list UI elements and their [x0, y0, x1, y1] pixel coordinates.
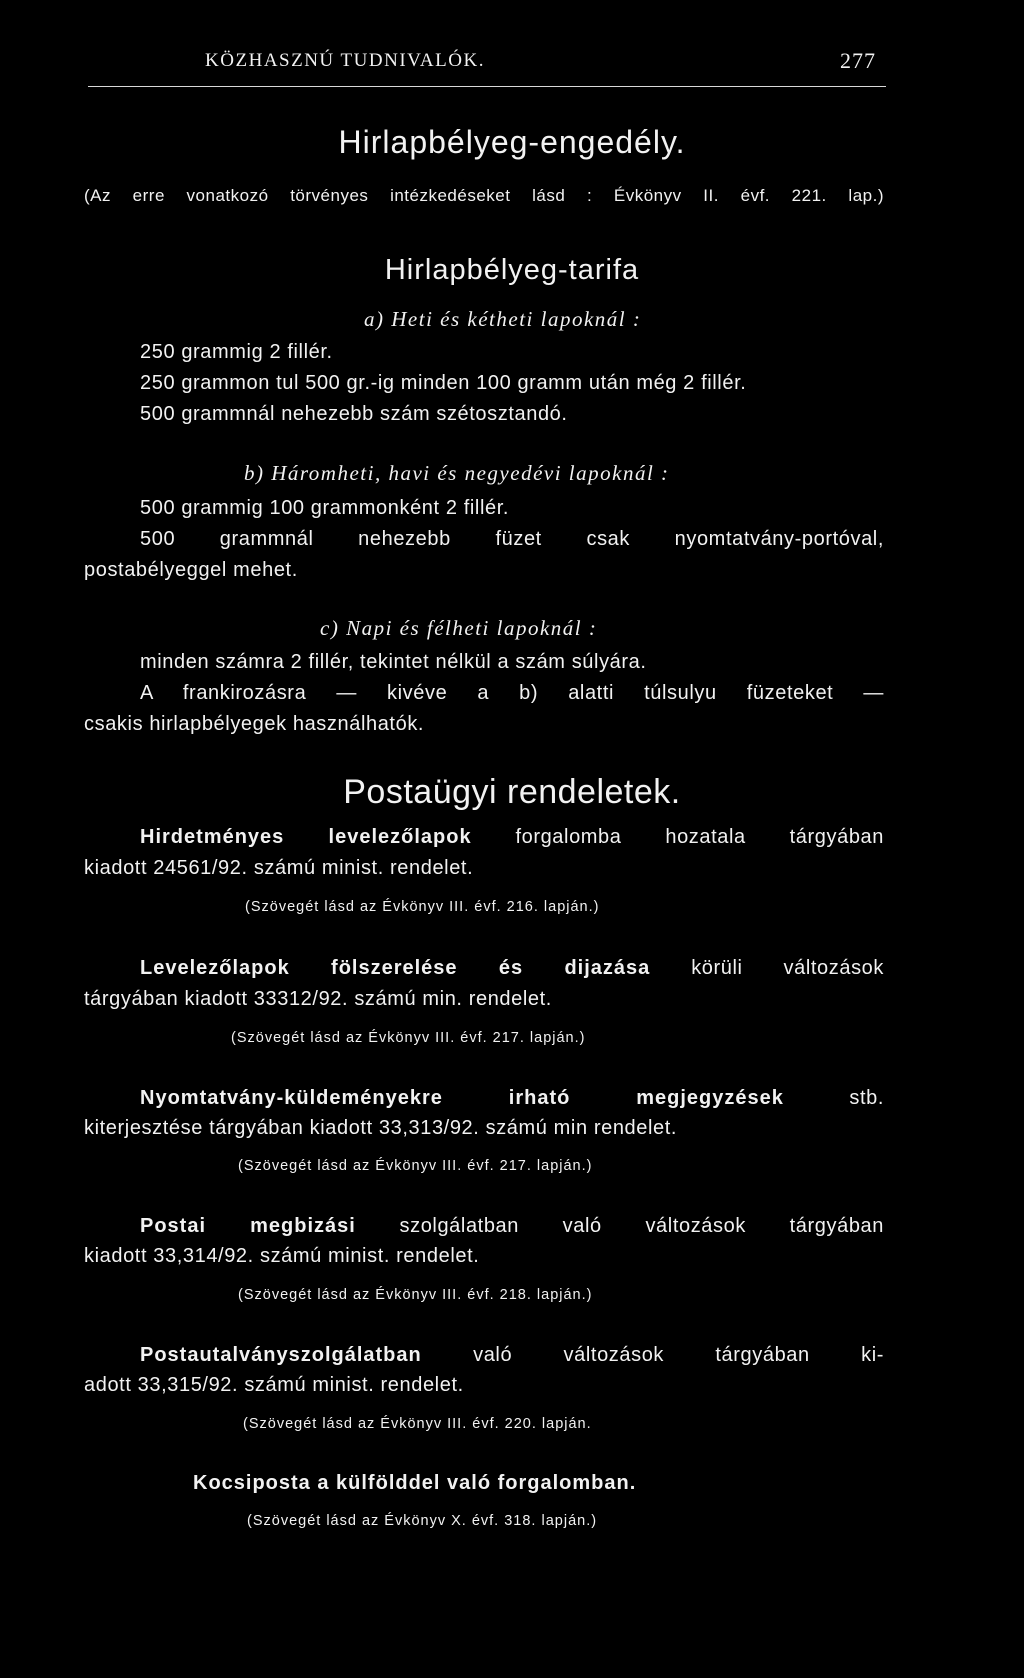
decree-5-title-rest: való változások tárgyában ki- — [421, 1344, 884, 1366]
decree-5-note: (Szövegét lásd az Évkönyv III. évf. 220. lapján. — [243, 1416, 592, 1432]
decree-3-line2: kiterjesztése tárgyában kiadott 33,313/92. számú min rendelet. — [84, 1117, 678, 1139]
decree-5-line1 — [140, 1344, 884, 1367]
decree-6-note: (Szövegét lásd az Évkönyv X. évf. 318. lapján.) — [247, 1513, 598, 1529]
running-title: KÖZHASZNÚ TUDNIVALÓK. — [205, 50, 485, 71]
decree-2-line1 — [140, 957, 884, 980]
subheading-b: b) Háromheti, havi és negyedévi lapoknál : — [244, 461, 670, 485]
decree-5-line2: adott 33,315/92. számú minist. rendelet. — [84, 1374, 464, 1396]
section-title-hirlapbelyeg-tarifa: Hirlapbélyeg-tarifa — [384, 254, 640, 286]
decree-3-title-rest: stb. — [783, 1087, 885, 1109]
decree-2-note: (Szövegét lásd az Évkönyv III. évf. 217. lapján.) — [231, 1030, 586, 1046]
tariff-line-c3: csakis hirlapbélyegek használhatók. — [84, 713, 425, 735]
decree-3-line1 — [140, 1087, 884, 1110]
decree-1-note: (Szövegét lásd az Évkönyv III. évf. 216. lapján.) — [245, 899, 600, 915]
tariff-line-c1: minden számra 2 fillér, tekintet nélkül a szám súlyára. — [140, 651, 647, 673]
header-rule — [88, 86, 886, 87]
decree-1-line2: kiadott 24561/92. számú minist. rendelet. — [84, 857, 474, 879]
decree-2-line2: tárgyában kiadott 33312/92. számú min. rendelet. — [84, 988, 552, 1010]
decree-1-title-rest: forgalomba hozatala tárgyában — [471, 826, 884, 848]
decree-4-line1 — [140, 1215, 884, 1238]
subheading-c: c) Napi és félheti lapoknál : — [320, 616, 598, 640]
decree-1-title: Hirdetményes levelezőlapok — [140, 826, 472, 848]
decree-4-title: Postai megbizási — [140, 1215, 356, 1237]
decree-2-title-rest: körüli változások — [650, 957, 884, 979]
section-reference-note: (Az erre vonatkozó törvényes intézkedéseket lásd : Évkönyv II. évf. 221. lap.) — [84, 186, 884, 205]
page-number: 277 — [840, 48, 876, 73]
tariff-line-b2: 500 grammnál nehezebb füzet csak nyomtatvány-portóval, — [140, 528, 884, 550]
tariff-line-c2: A frankirozásra — kivéve a b) alatti túlsulyu füzeteket — — [140, 682, 884, 704]
decree-1-line1 — [140, 826, 884, 849]
section-title-postaugyi-rendeletek: Postaügyi rendeletek. — [343, 773, 681, 811]
decree-4-line2: kiadott 33,314/92. számú minist. rendelet. — [84, 1245, 480, 1267]
subheading-a: a) Heti és kétheti lapoknál : — [364, 307, 642, 331]
tariff-line-a2: 250 grammon tul 500 gr.-ig minden 100 gramm után még 2 fillér. — [140, 372, 747, 394]
tariff-line-a3: 500 grammnál nehezebb szám szétosztandó. — [140, 403, 568, 425]
decree-5-title: Postautalványszolgálatban — [140, 1344, 422, 1366]
decree-2-title: Levelezőlapok fölszerelése és dijazása — [140, 957, 651, 979]
section-title-hirlapbelyeg-engedely: Hirlapbélyeg-engedély. — [338, 124, 686, 160]
tariff-line-a1: 250 grammig 2 fillér. — [140, 341, 333, 363]
decree-4-note: (Szövegét lásd az Évkönyv III. évf. 218. lapján.) — [238, 1287, 593, 1303]
decree-3-note: (Szövegét lásd az Évkönyv III. évf. 217. lapján.) — [238, 1158, 593, 1174]
decree-6-title: Kocsiposta a külfölddel való forgalomban. — [193, 1472, 637, 1494]
tariff-line-b1: 500 grammig 100 grammonként 2 fillér. — [140, 497, 510, 519]
decree-3-title: Nyomtatvány-küldeményekre irható megjegyzések — [140, 1087, 784, 1109]
tariff-line-b3: postabélyeggel mehet. — [84, 559, 298, 581]
decree-4-title-rest: szolgálatban való változások tárgyában — [355, 1215, 884, 1237]
